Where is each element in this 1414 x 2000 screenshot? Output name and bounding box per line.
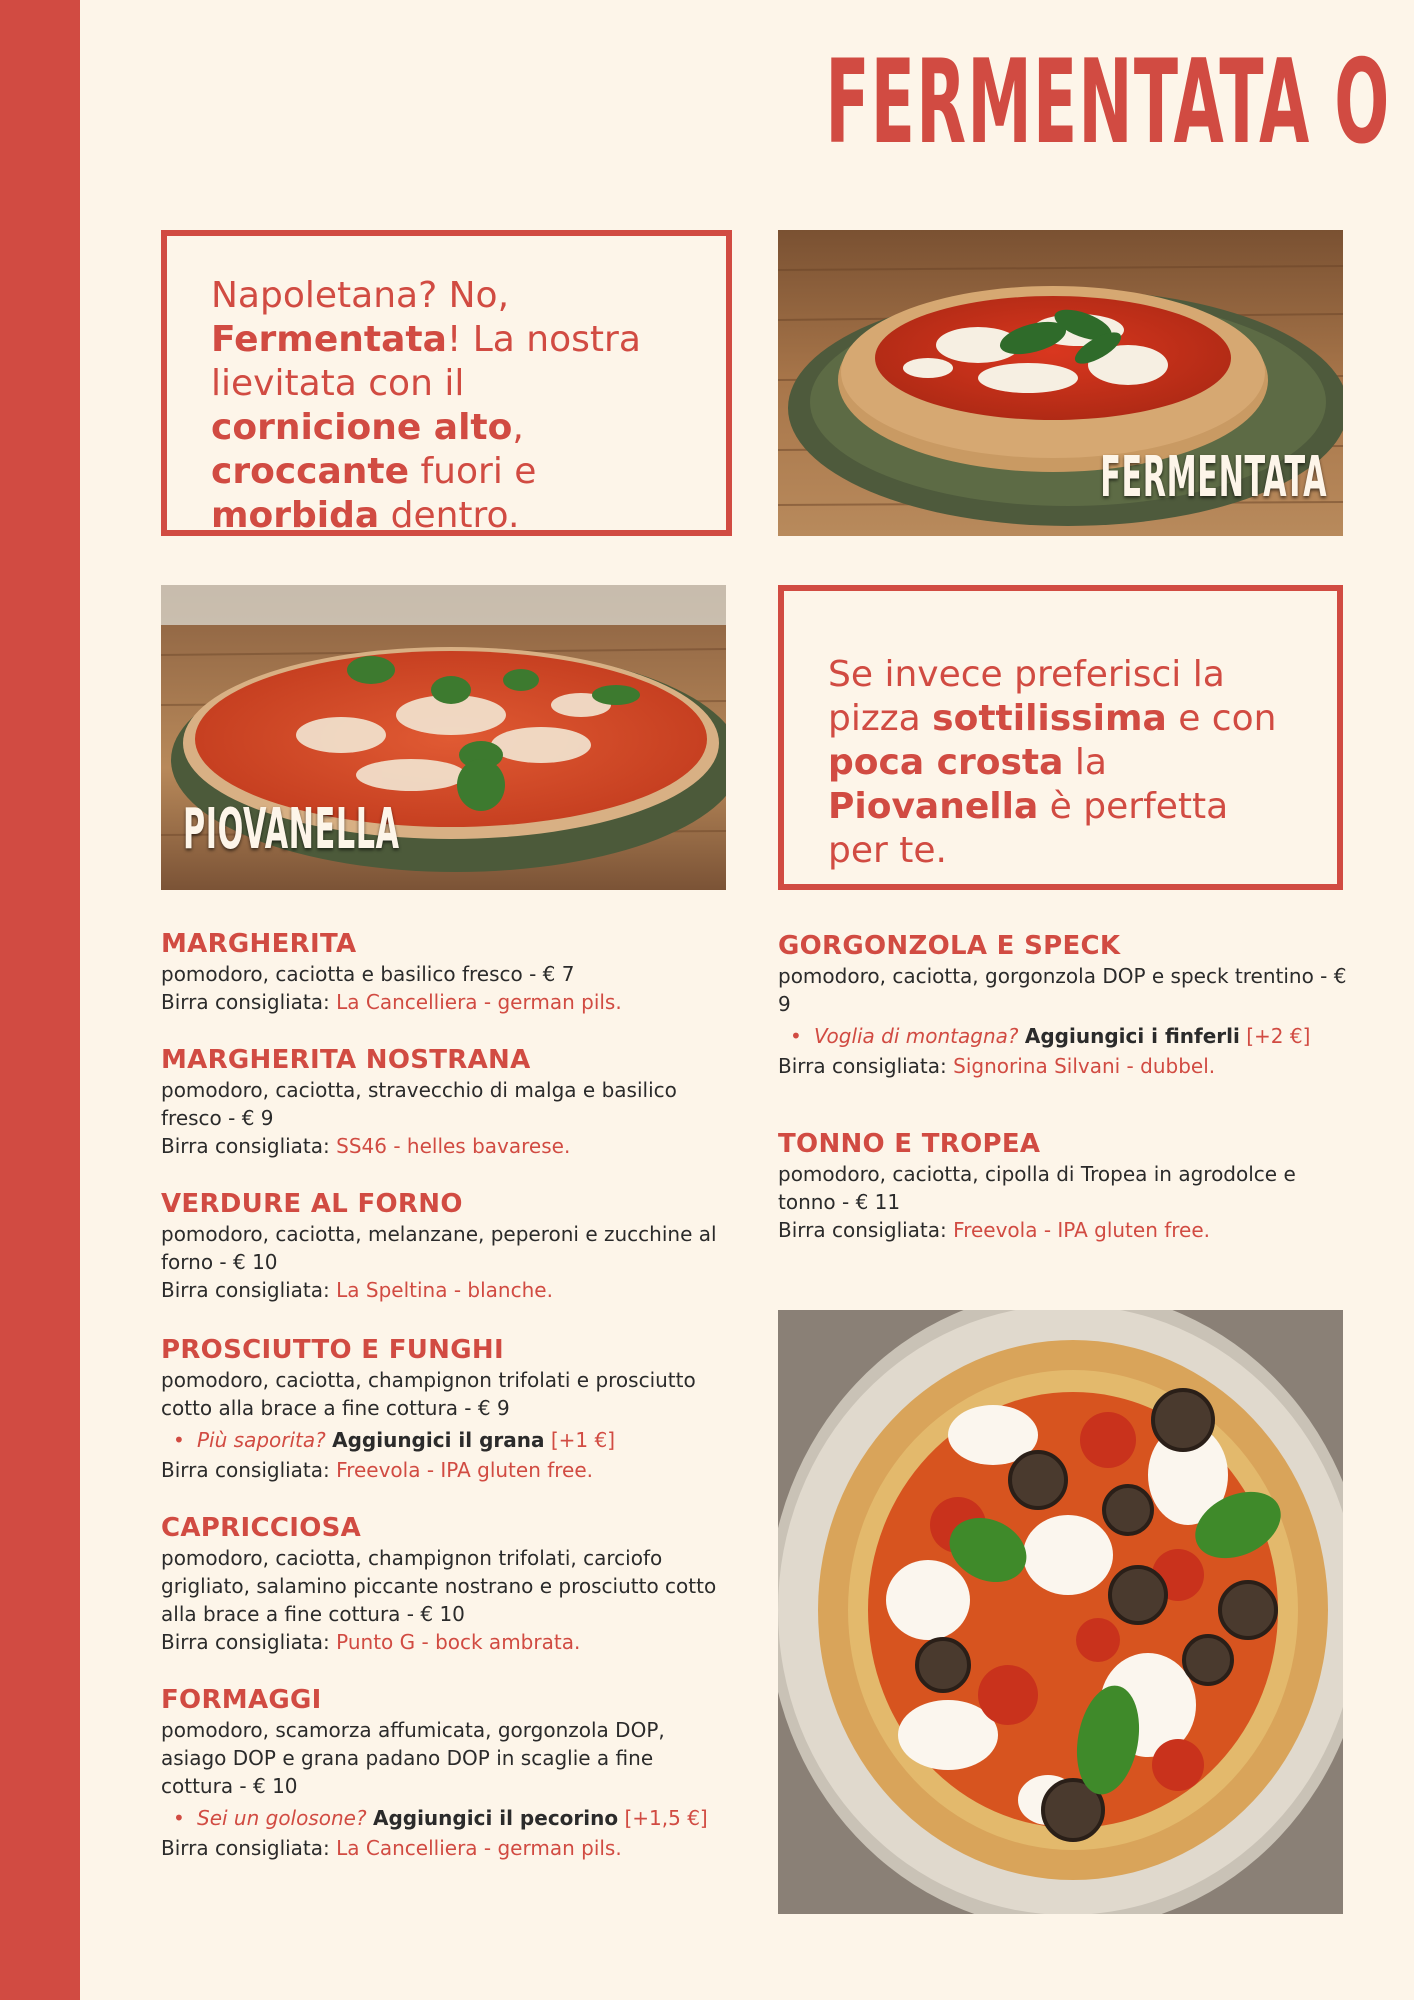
beer-name: Signorina Silvani - dubbel. [953, 1054, 1216, 1078]
intro-fermentata-text: Napoletana? No, [211, 275, 510, 316]
beer-recommendation [161, 1132, 731, 1160]
menu-right-column [778, 930, 1348, 1272]
menu-item-description: pomodoro, caciotta, champignon trifolati, carciofo grigliato, salamino piccante nostrano e prosciutto cotto alla brace a fine cottura - € 10 [161, 1546, 717, 1626]
menu-item-name: FORMAGGI [161, 1685, 322, 1715]
beer-prefix: Birra consigliata: [161, 1134, 337, 1158]
beer-prefix: Birra consigliata: [161, 1836, 337, 1860]
beer-recommendation [161, 1456, 731, 1484]
menu-item-description: pomodoro, caciotta, cipolla di Tropea in agrodolce e tonno - € 11 [778, 1162, 1296, 1214]
intro-piovanella-text: è perfetta per te. [828, 786, 1229, 871]
beer-name: Freevola - IPA gluten free. [953, 1218, 1211, 1242]
beer-prefix: Birra consigliata: [778, 1218, 954, 1242]
menu-item [778, 1128, 1348, 1244]
beer-recommendation [778, 1052, 1348, 1080]
intro-fermentata-text [211, 274, 686, 538]
menu-item [161, 928, 731, 1016]
menu-item-description: pomodoro, caciotta e basilico fresco - € 7 [161, 962, 575, 986]
beer-name: Punto G - bock ambrata. [336, 1630, 581, 1654]
menu-item-name: MARGHERITA NOSTRANA [161, 1045, 531, 1075]
photo-label-fermentata: FERMENTATA [1100, 445, 1327, 510]
intro-fermentata-text: ! La nostra lievitata con il [211, 319, 641, 404]
side-accent-bar [0, 0, 80, 2000]
intro-fermentata-box [161, 230, 732, 536]
menu-item-name: PROSCIUTTO E FUNGHI [161, 1335, 504, 1365]
menu-item-upsell [161, 1426, 731, 1454]
intro-fermentata-text: fuori e [409, 451, 537, 492]
menu-item-name: GORGONZOLA E SPECK [778, 931, 1121, 961]
intro-piovanella-text: la [1063, 742, 1107, 783]
menu-item-description: pomodoro, caciotta, melanzane, peperoni e zucchine al forno - € 10 [161, 1222, 717, 1274]
menu-item [161, 1188, 731, 1304]
intro-fermentata-bold: Fermentata [211, 319, 447, 360]
upsell-price: [+1,5 €] [624, 1806, 708, 1830]
upsell-question: Voglia di montagna? [814, 1024, 1019, 1048]
upsell-question: Più saporita? [197, 1428, 326, 1452]
beer-prefix: Birra consigliata: [161, 1458, 337, 1482]
menu-item-name: VERDURE AL FORNO [161, 1189, 463, 1219]
menu-item-description: pomodoro, caciotta, champignon trifolati e prosciutto cotto alla brace a fine cottura - € 9 [161, 1368, 696, 1420]
upsell-addition: Aggiungici il grana [332, 1428, 545, 1452]
beer-prefix: Birra consigliata: [778, 1054, 954, 1078]
upsell-question: Sei un golosone? [197, 1806, 367, 1830]
bullet-icon: • [790, 1024, 802, 1048]
intro-piovanella-bold: Piovanella [828, 786, 1039, 827]
photo-label-piovanella: PIOVANELLA [183, 797, 400, 862]
beer-recommendation [161, 1834, 731, 1862]
intro-fermentata-text: , [512, 407, 524, 448]
menu-item-description: pomodoro, scamorza affumicata, gorgonzola DOP, asiago DOP e grana padano DOP in scaglie a fine cottura - € 10 [161, 1718, 665, 1798]
intro-fermentata-bold: cornicione alto [211, 407, 513, 448]
intro-piovanella-text: e con [1166, 698, 1277, 739]
menu-item-upsell [778, 1022, 1348, 1050]
menu-item [161, 1044, 731, 1160]
beer-name: Freevola - IPA gluten free. [336, 1458, 594, 1482]
beer-recommendation [161, 988, 731, 1016]
intro-fermentata-bold: morbida [211, 495, 380, 536]
upsell-addition: Aggiungici il pecorino [372, 1806, 619, 1830]
intro-piovanella-text [828, 653, 1297, 873]
menu-item [161, 1684, 731, 1862]
menu-item-name: CAPRICCIOSA [161, 1513, 362, 1543]
beer-recommendation [778, 1216, 1348, 1244]
beer-prefix: Birra consigliata: [161, 1630, 337, 1654]
beer-recommendation [161, 1276, 731, 1304]
beer-recommendation [161, 1628, 731, 1656]
menu-item [778, 930, 1348, 1080]
menu-item-description: pomodoro, caciotta, stravecchio di malga e basilico fresco - € 9 [161, 1078, 677, 1130]
beer-name: La Cancelliera - german pils. [336, 1836, 622, 1860]
menu-item [161, 1512, 731, 1656]
intro-fermentata-text: dentro. [379, 495, 520, 536]
intro-piovanella-bold: poca crosta [828, 742, 1064, 783]
upsell-price: [+1 €] [550, 1428, 616, 1452]
upsell-price: [+2 €] [1246, 1024, 1311, 1048]
bullet-icon: • [173, 1428, 185, 1452]
beer-prefix: Birra consigliata: [161, 990, 337, 1014]
bullet-icon: • [173, 1806, 185, 1830]
photo-fermentata [778, 230, 1343, 536]
photo-piovanella [161, 585, 726, 890]
beer-name: SS46 - helles bavarese. [336, 1134, 571, 1158]
menu-item-description: pomodoro, caciotta, gorgonzola DOP e speck trentino - € 9 [778, 964, 1347, 1016]
pizza-verdure-image [778, 1310, 1343, 1914]
photo-pizza-verdure [778, 1310, 1343, 1914]
beer-name: La Speltina - blanche. [336, 1278, 553, 1302]
page-title: FERMENTATA O [824, 35, 1390, 170]
upsell-addition: Aggiungici i finferli [1024, 1024, 1240, 1048]
menu-item [161, 1334, 731, 1484]
menu-item-name: MARGHERITA [161, 929, 357, 959]
intro-piovanella-box [778, 585, 1343, 890]
menu-item-name: TONNO E TROPEA [778, 1129, 1041, 1159]
intro-piovanella-text: Se invece preferisci la pizza [828, 654, 1225, 739]
intro-fermentata-bold: croccante [211, 451, 410, 492]
menu-left-column [161, 928, 731, 1890]
menu-item-upsell [161, 1804, 731, 1832]
beer-prefix: Birra consigliata: [161, 1278, 337, 1302]
beer-name: La Cancelliera - german pils. [336, 990, 622, 1014]
intro-piovanella-bold: sottilissima [932, 698, 1167, 739]
